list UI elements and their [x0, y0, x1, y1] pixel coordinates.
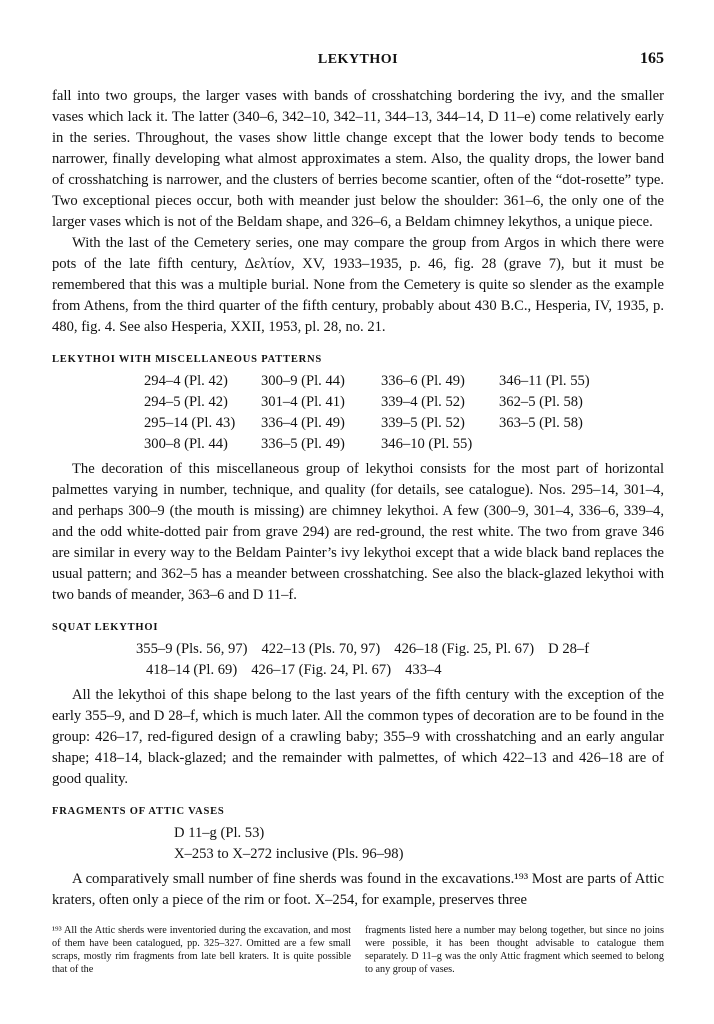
list-item: 294–5 (Pl. 42): [144, 394, 228, 410]
list-item: 363–5 (Pl. 58): [499, 415, 583, 431]
list-item: 301–4 (Pl. 41): [261, 394, 345, 410]
paragraph-2: With the last of the Cemetery series, one may compare the group from Argos in which there were pots of the late fifth century, Δελτίον, XV, 1933–1935, p. 46, fig. 28 (grave 7), but it must be remembered that this was a multiple burial. None from the Cemetery is quite so slender as the example from Athens, from the third quarter of the fifth century, probably about 430 B.C., Hesperia, IV, 1935, p. 480, fig. 4. See also Hesperia, XXII, 1953, pl. 28, no. 21.: [52, 235, 664, 335]
list-item: 362–5 (Pl. 58): [499, 394, 583, 410]
list-item: 300–9 (Pl. 44): [261, 373, 345, 389]
misc-lekythoi-list: [52, 371, 664, 455]
footnote: [52, 924, 664, 976]
list-item: 336–5 (Pl. 49): [261, 436, 345, 452]
list-item: 346–10 (Pl. 55): [381, 436, 473, 452]
list-item: D 28–f: [548, 641, 590, 657]
footnote-column-left: ¹⁹³ All the Attic sherds were inventoried during the excavation, and most of them have been catalogued, pp. 325–327. Omitted are a few small scraps, mostly rim fragments from late bell kraters. It is quite possible that of the: [52, 925, 351, 975]
list-item: 355–9 (Pls. 56, 97): [136, 641, 248, 657]
list-item: 433–4: [405, 662, 442, 678]
list-row: [144, 434, 664, 455]
list-row: [144, 371, 664, 392]
section-heading-fragments: FRAGMENTS OF ATTIC VASES: [52, 806, 225, 817]
list-item: 426–17 (Fig. 24, Pl. 67): [251, 662, 392, 678]
section-heading-squat: SQUAT LEKYTHOI: [52, 622, 159, 633]
paragraph-3: The decoration of this miscellaneous group of lekythoi consists for the most part of horizontal palmettes varying in number, technique, and quality (for details, see catalogue). Nos. 295–14, 301–4, and perhaps 300–9 (the mouth is missing) are chimney lekythoi. A few (300–9, 301–4, 336–6, 339–4, and the odd white-dotted pair from grave 294) are red-ground, the rest white. The two from grave 346 are similar in every way to the Beldam Painter’s ivy lekythoi except that a wide black band replaces the usual pattern; and 362–5 has a meander between crosshatching. See also the black-glazed lekythoi with two bands of meander, 363–6 and D 11–f.: [52, 461, 664, 603]
list-item: X–253 to X–272 inclusive (Pls. 96–98): [174, 846, 404, 862]
list-item: 300–8 (Pl. 44): [144, 436, 228, 452]
paragraph-4: All the lekythoi of this shape belong to the last years of the fifth century with the exception of the early 355–9, and D 28–f, which is much later. All the common types of decoration are to be found in the group: 426–17, red-figured design of a crawling baby; 355–9 with crosshatching and an early angular shape; 418–14, black-glazed; and the remainder with palmettes, of which 422–13 and 426–18 are of good quality.: [52, 687, 664, 787]
page-number: 165: [640, 50, 664, 67]
list-item: 336–4 (Pl. 49): [261, 415, 345, 431]
list-item: D 11–g (Pl. 53): [174, 825, 265, 841]
list-row: [144, 413, 664, 434]
section-heading-misc: LEKYTHOI WITH MISCELLANEOUS PATTERNS: [52, 354, 323, 365]
list-item: 426–18 (Fig. 25, Pl. 67): [394, 641, 535, 657]
list-item: 339–4 (Pl. 52): [381, 394, 465, 410]
list-row: [136, 639, 664, 660]
paragraph-1: fall into two groups, the larger vases with bands of crosshatching bordering the ivy, and the smaller vases which lack it. The latter (340–6, 342–10, 342–11, 344–13, 344–14, D 11–e) come relatively early in the series. Throughout, the vases show little change except that the lower body tends to become narrower, finally developing what almost approximates a stem. Also, the quality drops, the lower band of crosshatching is narrower, and the clusters of berries become scantier, often of the “dot-rosette” type. Two exceptional pieces occur, both with meander just below the shoulder: 361–6, the only one of the larger vases which is not of the Beldam shape, and 326–6, a Beldam chimney lekythos, a unique piece.: [52, 88, 664, 230]
page-content: [52, 48, 664, 911]
list-item: 418–14 (Pl. 69): [146, 662, 238, 678]
list-item: 339–5 (Pl. 52): [381, 415, 465, 431]
squat-lekythoi-list: [52, 639, 664, 681]
footnote-column-right: fragments listed here a number may belong together, but since no joins were possible, it has been thought advisable to catalogue them separately. D 11–g was the only Attic fragment which seemed to belong to any group of vases.: [365, 925, 664, 975]
running-header: [52, 48, 664, 70]
list-item: 336–6 (Pl. 49): [381, 373, 465, 389]
list-row: [136, 660, 664, 681]
fragments-list: [52, 823, 664, 865]
paragraph-5: A comparatively small number of fine sherds was found in the excavations.¹⁹³ Most are parts of Attic kraters, often only a piece of the rim or foot. X–254, for example, preserves three: [52, 871, 664, 908]
list-item: 422–13 (Pls. 70, 97): [261, 641, 381, 657]
list-item: 346–11 (Pl. 55): [499, 373, 590, 389]
list-row: [144, 392, 664, 413]
running-title: LEKYTHOI: [317, 52, 399, 67]
list-item: 294–4 (Pl. 42): [144, 373, 228, 389]
list-item: 295–14 (Pl. 43): [144, 415, 236, 431]
